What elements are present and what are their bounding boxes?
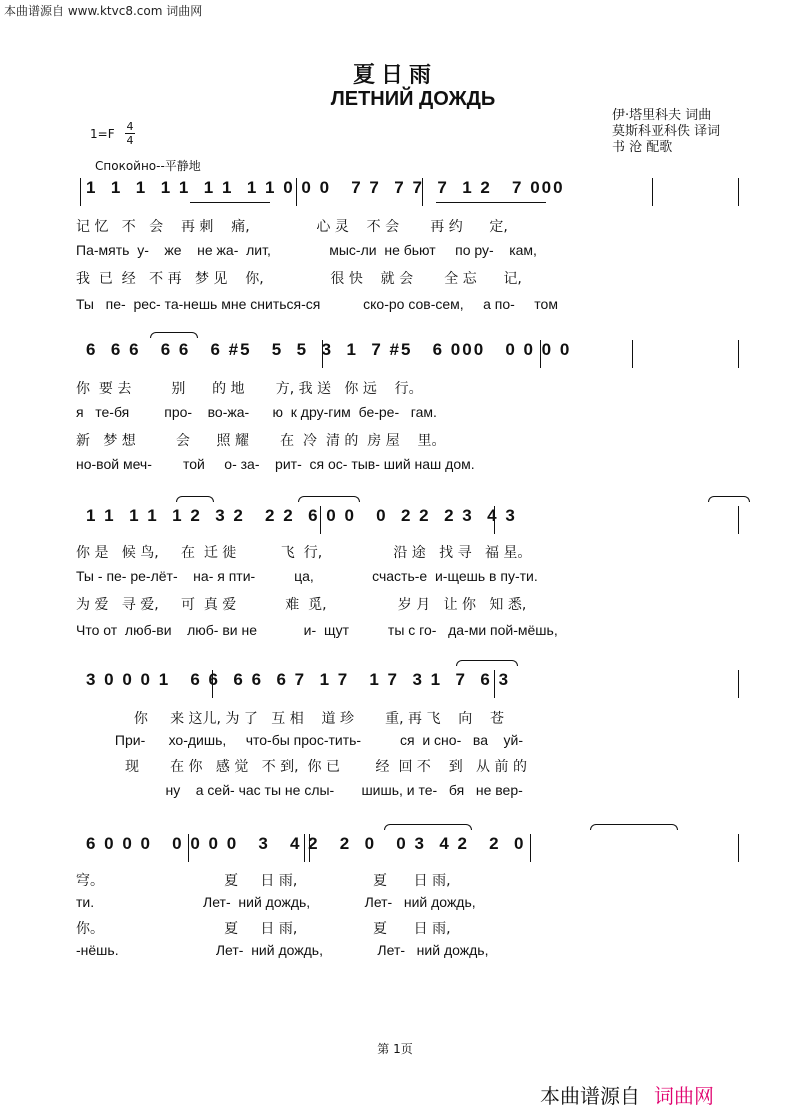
credits-block bbox=[612, 108, 720, 156]
barline bbox=[652, 178, 653, 206]
barline bbox=[738, 178, 739, 206]
tempo-marking: Спокойно--平静地 bbox=[95, 159, 201, 173]
key-signature: 1=F bbox=[90, 127, 115, 141]
notation-line: 6 6 6 6 6 6 #5 5 5 3 1 7 #5 6 000 0 0 0 0 bbox=[86, 340, 572, 359]
footer-text-site: 词曲网 bbox=[654, 1084, 714, 1108]
lyrics-zh-verse1: 记 忆 不 会 再 刺 痛, 心 灵 不 会 再 约 定, bbox=[76, 219, 508, 235]
music-system-2 bbox=[0, 340, 790, 480]
lyrics-ru-verse2: но-вой меч- той о- за- рит- ся ос- тыв- ший наш дом. bbox=[76, 456, 475, 472]
barline bbox=[738, 506, 739, 534]
slur-mark bbox=[384, 824, 472, 830]
lyrics-zh-verse2: 新 梦 想 会 照 耀 在 冷 清 的 房 屋 里。 bbox=[76, 433, 446, 449]
lyrics-zh-verse2: 现 在 你 感 觉 不 到, 你 已 经 回 不 到 从 前 的 bbox=[76, 759, 527, 775]
song-title-chinese: 夏日雨 bbox=[352, 62, 437, 88]
lyrics-ru-verse2: Что от люб-ви люб- ви не и- щут ты с го- да-ми пой-мёшь, bbox=[76, 622, 558, 638]
notation-line: 3 0 0 0 1 6 6 6 6 6 7 1 7 1 7 3 1 7 6 3 bbox=[86, 670, 511, 689]
time-signature-top: 4 bbox=[126, 120, 134, 133]
lyrics-zh-verse1: 你 是 候 鸟, 在 迁 徙 飞 行, 沿 途 找 寻 福 星。 bbox=[76, 545, 532, 561]
notation-line: 6 0 0 0 0 0 0 0 3 4 2 2 0 0 3 4 2 2 0 bbox=[86, 834, 526, 853]
lyrics-ru-verse1: я те-бя про- во-жа- ю к дру-гим бе-ре- гам. bbox=[76, 404, 437, 420]
barline bbox=[530, 834, 531, 862]
barline bbox=[80, 178, 81, 206]
credit-line-arrangement: 书 沧 配歌 bbox=[612, 140, 673, 155]
site-header: 本曲谱源自 www.ktvc8.com 词曲网 bbox=[4, 4, 203, 18]
lyrics-zh-verse2: 你。 夏 日 雨, 夏 日 雨, bbox=[76, 921, 451, 937]
lyrics-ru-verse1: ти. Лет- ний дождь, Лет- ний дождь, bbox=[76, 894, 476, 910]
beam-underline bbox=[436, 202, 546, 203]
lyrics-ru-verse1: Па-мять у- же не жа- лит, мыс-ли не бьют по ру- кам, bbox=[76, 242, 537, 258]
lyrics-ru-verse1: Ты - пе- ре-лёт- на- я пти- ца, счасть-е и-щешь в пу-ти. bbox=[76, 568, 538, 584]
barline bbox=[738, 340, 739, 368]
music-system-1 bbox=[0, 178, 790, 318]
footer-text-source: 本曲谱源自 bbox=[540, 1084, 640, 1108]
song-title-russian: ЛЕТНИЙ ДОЖДЬ bbox=[330, 88, 496, 110]
lyrics-zh-verse2: 为 爱 寻 爱, 可 真 爱 难 觅, 岁 月 让 你 知 悉, bbox=[76, 597, 527, 613]
slur-mark bbox=[298, 496, 360, 502]
barline bbox=[632, 340, 633, 368]
lyrics-ru-verse2: ну а сей- час ты не слы- шишь, и те- бя не вер- bbox=[76, 782, 523, 798]
time-signature-bottom: 4 bbox=[126, 134, 134, 147]
page-number: 第 1页 bbox=[377, 1042, 413, 1056]
lyrics-ru-verse2: Ты пе- рес- та-нешь мне сниться-ся ско-ро сов-сем, а по- том bbox=[76, 296, 558, 312]
lyrics-zh-verse1: 穹。 夏 日 雨, 夏 日 雨, bbox=[76, 873, 451, 889]
music-system-5 bbox=[0, 834, 790, 974]
music-system-4 bbox=[0, 670, 790, 810]
slur-mark bbox=[456, 660, 518, 666]
credit-line-translation: 莫斯科亚科佚 译词 bbox=[612, 124, 721, 139]
lyrics-ru-verse1: При- хо-дишь, что-бы прос-тить- ся и сно- ва уй- bbox=[76, 732, 524, 748]
slur-mark bbox=[176, 496, 214, 502]
barline bbox=[738, 834, 739, 862]
barline bbox=[738, 670, 739, 698]
credit-line-lyrics-music: 伊·塔里科夫 词曲 bbox=[612, 108, 712, 123]
lyrics-zh-verse2: 我 已 经 不 再 梦 见 你, 很 快 就 会 全 忘 记, bbox=[76, 271, 522, 287]
notation-line: 1 1 1 1 1 2 3 2 2 2 6 0 0 0 2 2 2 3 4 3 bbox=[86, 506, 517, 525]
notation-line: 1 1 1 1 1 1 1 1 1 0 0 0 7 7 7 7 7 1 2 7 000 bbox=[86, 178, 565, 197]
footer-watermark bbox=[540, 1080, 714, 1109]
music-system-3 bbox=[0, 506, 790, 646]
lyrics-zh-verse1: 你 要 去 别 的 地 方, 我 送 你 远 行。 bbox=[76, 381, 423, 397]
slur-mark bbox=[708, 496, 750, 502]
beam-underline bbox=[190, 202, 270, 203]
slur-mark bbox=[150, 332, 198, 338]
lyrics-ru-verse2: -нёшь. Лет- ний дождь, Лет- ний дождь, bbox=[76, 942, 489, 958]
lyrics-zh-verse1: 你 来 这儿, 为 了 互 相 道 珍 重, 再 飞 向 苍 bbox=[76, 711, 505, 727]
slur-mark bbox=[590, 824, 678, 830]
time-signature bbox=[125, 120, 135, 147]
